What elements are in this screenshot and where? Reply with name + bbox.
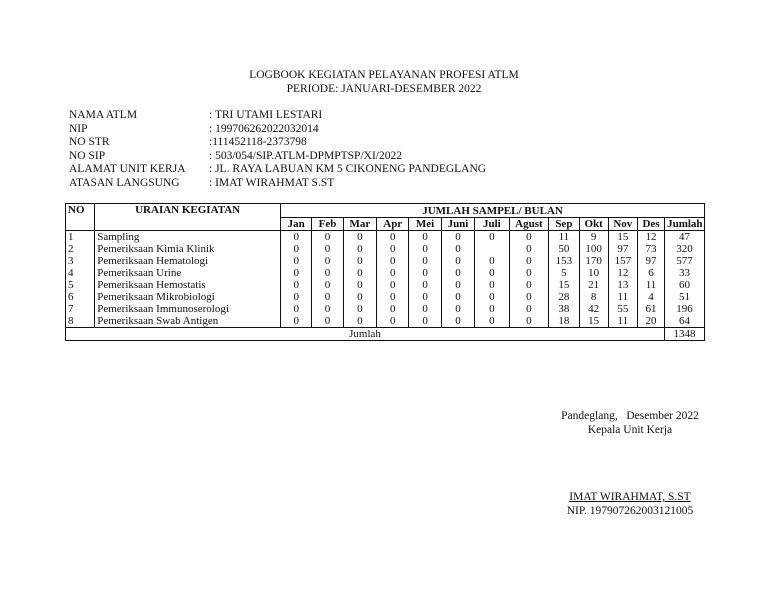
row-value: 0 [509,243,549,255]
signature-name-block [540,490,720,518]
row-value: 0 [441,231,474,244]
row-value: 55 [608,303,637,315]
document-period: PERIODE: JANUARI-DESEMBER 2022 [286,82,482,95]
row-activity: Pemeriksaan Hematologi [95,255,281,267]
header-uraian: URAIAN KEGIATAN [95,204,281,231]
row-value: 10 [579,267,608,279]
row-value: 0 [377,291,409,303]
info-label: NAMA ATLM [69,109,138,121]
identity-block [69,109,486,190]
row-value: 0 [509,279,549,291]
row-value: 0 [343,291,376,303]
month-header: Mei [409,218,441,231]
row-value: 0 [509,267,549,279]
logbook-table [65,203,705,341]
total-value: 1348 [665,328,705,341]
row-value: 0 [343,243,376,255]
month-header: Juli [475,218,509,231]
month-header: Sep [549,218,579,231]
document-title: LOGBOOK KEGIATAN PELAYANAN PROFESI ATLM [249,69,519,81]
row-value: 15 [549,279,579,291]
info-value: : TRI UTAMI LESTARI [209,109,323,121]
row-value: 0 [409,303,441,315]
row-value: 0 [343,267,376,279]
row-value: 0 [281,231,312,244]
info-label: NO STR [69,136,110,148]
row-value: 11 [549,231,579,244]
document-header [0,69,768,96]
month-header: Juni [441,218,474,231]
info-value: : IMAT WIRAHMAT S.ST [209,176,335,189]
row-value: 0 [509,291,549,303]
table-row [66,303,705,315]
table-row [66,243,705,255]
row-no: 3 [66,255,95,267]
row-value: 577 [665,255,705,267]
table-row [66,267,705,279]
row-no: 4 [66,267,95,279]
row-value: 170 [579,255,608,267]
row-activity: Pemeriksaan Hemostatis [95,279,281,291]
row-value: 0 [343,255,376,267]
month-header: Agust [509,218,549,231]
signature-role: Kepala Unit Kerja [587,424,673,436]
row-value: 47 [665,231,705,244]
row-value: 0 [312,303,343,315]
month-header: Mar [343,218,376,231]
row-value: 21 [579,279,608,291]
row-value: 0 [441,315,474,328]
total-label: Jumlah [66,328,665,341]
row-value: 8 [579,291,608,303]
row-value: 0 [409,243,441,255]
row-value: 0 [377,231,409,244]
row-value: 50 [549,243,579,255]
table-body [66,231,705,328]
row-activity: Pemeriksaan Urine [95,267,281,279]
info-value: : 503/054/SIP.ATLM-DPMPTSP/XI/2022 [209,149,402,162]
row-value: 33 [665,267,705,279]
row-value: 0 [475,291,509,303]
info-value: : JL. RAYA LABUAN KM 5 CIKONENG PANDEGLANG [209,163,487,175]
row-value: 0 [312,291,343,303]
row-no: 6 [66,291,95,303]
row-value [475,243,509,255]
table-row [66,279,705,291]
row-value: 196 [665,303,705,315]
row-value: 0 [281,303,312,315]
row-value: 0 [312,315,343,328]
row-value: 0 [281,315,312,328]
row-value: 15 [579,315,608,328]
row-value: 61 [637,303,664,315]
row-value: 0 [377,303,409,315]
row-value: 0 [312,243,343,255]
month-header: Nov [608,218,637,231]
row-value: 11 [608,291,637,303]
row-value: 4 [637,291,664,303]
info-row [69,150,486,164]
row-value: 0 [343,315,376,328]
row-no: 1 [66,231,95,244]
month-header: Okt [579,218,608,231]
row-value: 11 [637,279,664,291]
row-value: 0 [409,279,441,291]
row-value: 0 [475,315,509,328]
info-row [69,136,486,150]
row-value: 6 [637,267,664,279]
row-no: 5 [66,279,95,291]
row-value: 12 [637,231,664,244]
info-row [69,163,486,177]
row-value: 0 [441,303,474,315]
row-value: 64 [665,315,705,328]
row-value: 0 [377,243,409,255]
row-value: 0 [409,315,441,328]
row-value: 0 [441,291,474,303]
row-value: 0 [281,267,312,279]
info-row [69,109,486,123]
row-value: 0 [409,255,441,267]
row-value: 15 [608,231,637,244]
table-row [66,291,705,303]
row-value: 5 [549,267,579,279]
row-activity: Sampling [95,231,281,244]
row-value: 0 [441,255,474,267]
info-row [69,123,486,137]
row-value: 100 [579,243,608,255]
signature-nip: NIP. 197907262003121005 [566,505,694,517]
row-value: 20 [637,315,664,328]
row-value: 0 [509,315,549,328]
row-value: 51 [665,291,705,303]
month-header: Feb [312,218,343,231]
row-value: 97 [608,243,637,255]
month-header: Apr [377,218,409,231]
row-value: 0 [312,231,343,244]
row-value: 0 [312,255,343,267]
row-value: 0 [441,243,474,255]
row-value: 0 [475,231,509,244]
row-value: 97 [637,255,664,267]
row-value: 0 [281,255,312,267]
row-value: 13 [608,279,637,291]
row-activity: Pemeriksaan Mikrobiologi [95,291,281,303]
row-value: 0 [312,279,343,291]
row-value: 60 [665,279,705,291]
header-jumlah-sampel: JUMLAH SAMPEL/ BULAN [281,204,705,218]
row-value: 0 [475,279,509,291]
row-value: 18 [549,315,579,328]
row-value: 0 [509,255,549,267]
row-value: 0 [281,291,312,303]
row-activity: Pemeriksaan Immunoserologi [95,303,281,315]
month-header: Jan [281,218,312,231]
row-value: 0 [475,255,509,267]
month-header: Des [637,218,664,231]
row-value: 0 [441,267,474,279]
signature-block [540,409,720,437]
row-value: 0 [343,231,376,244]
total-row [66,328,705,341]
row-value: 153 [549,255,579,267]
signature-name: IMAT WIRAHMAT, S.ST [569,491,691,503]
row-value: 0 [509,303,549,315]
row-value: 0 [409,231,441,244]
row-value: 42 [579,303,608,315]
row-value: 0 [509,231,549,244]
row-no: 8 [66,315,95,328]
row-value: 157 [608,255,637,267]
row-value: 0 [441,279,474,291]
info-value: : 199706262022032014 [209,122,319,135]
info-value: :111452118-2373798 [209,136,307,148]
row-no: 2 [66,243,95,255]
header-no: NO [66,204,95,231]
info-label: NO SIP [69,149,106,162]
table-row [66,255,705,267]
table-row [66,315,705,328]
row-value: 0 [409,267,441,279]
info-row [69,177,486,191]
row-value: 0 [343,303,376,315]
row-value: 28 [549,291,579,303]
row-value: 0 [377,267,409,279]
signature-place-date: Pandeglang, Desember 2022 [561,410,699,422]
row-value: 0 [377,279,409,291]
row-value: 0 [475,303,509,315]
row-no: 7 [66,303,95,315]
row-activity: Pemeriksaan Kimia Klinik [95,243,281,255]
row-value: 0 [475,267,509,279]
row-value: 9 [579,231,608,244]
row-value: 73 [637,243,664,255]
row-value: 0 [281,243,312,255]
row-value: 0 [377,315,409,328]
row-value: 0 [377,255,409,267]
row-value: 0 [409,291,441,303]
info-label: NIP [69,122,88,135]
month-header: Jumlah [665,218,705,231]
row-value: 320 [665,243,705,255]
row-value: 0 [312,267,343,279]
row-value: 12 [608,267,637,279]
row-value: 38 [549,303,579,315]
row-value: 11 [608,315,637,328]
info-label: ALAMAT UNIT KERJA [69,163,186,175]
row-value: 0 [343,279,376,291]
info-label: ATASAN LANGSUNG [69,176,180,189]
table-row [66,231,705,244]
row-activity: Pemeriksaan Swab Antigen [95,315,281,328]
row-value: 0 [281,279,312,291]
